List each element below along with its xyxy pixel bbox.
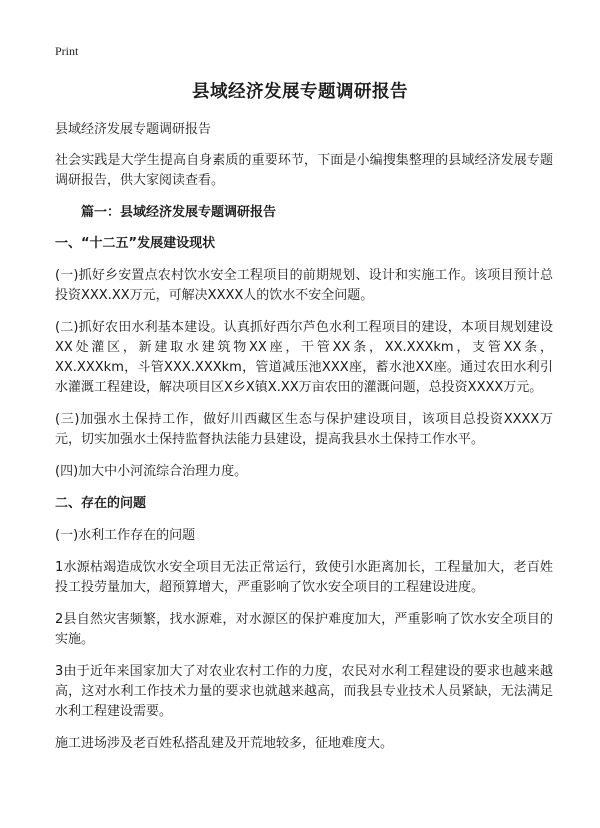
section-heading-problems: 二、存在的问题	[55, 496, 147, 511]
section-heading-status: 一、“十二五”发展建设现状	[55, 236, 216, 251]
document-title: 县域经济发展专题调研报告	[192, 82, 408, 102]
intro-paragraph: 社会实践是大学生提高自身素质的重要环节，下面是小编搜集整理的县域经济发展专题调研报告，供大家阅读查看。	[55, 153, 553, 188]
print-label: Print	[55, 44, 79, 58]
document-body	[55, 120, 553, 766]
document-subtitle: 县域经济发展专题调研报告	[55, 122, 212, 137]
subsection-heading: (一)水利工作存在的问题	[55, 528, 196, 543]
paragraph: (二)抓好农田水利基本建设。认真抓好西尔芦色水利工程项目的建设，本项目规划建设XX处灌区，新建取水建筑物XX座，干管XX条，XX.XXXkm，支管XX条，XX.XXXkm，斗管XXX.XXXkm，管道减压池XXX座，蓄水池XX座。通过农田水利引水灌溉工程建设，解决项目区X乡X镇X.XX万亩农田的灌溉问题，总投资XXXX万元。	[55, 320, 553, 395]
paragraph: 3由于近年来国家加大了对农业农村工作的力度，农民对水利工程建设的要求也越来越高，这对水利工作技术力量的要求也就越来越高，而我县专业技术人员紧缺，无法满足水利工程建设需要。	[55, 664, 553, 719]
paragraph: 2县自然灾害频繁，找水源难，对水源区的保护难度加大，严重影响了饮水安全项目的实施。	[55, 612, 553, 647]
paragraph: (四)加大中小河流综合治理力度。	[55, 464, 248, 479]
paragraph: (一)抓好乡安置点农村饮水安全工程项目的前期规划、设计和实施工作。该项目预计总投资XXX.XX万元，可解决XXXX人的饮水不安全问题。	[55, 268, 553, 303]
paragraph: 施工进场涉及老百姓私搭乱建及开荒地较多，征地难度大。	[55, 736, 394, 751]
paragraph: (三)加强水土保持工作，做好川西藏区生态与保护建设项目，该项目总投资XXXX万元，切实加强水土保持监督执法能力县建设，提高我县水土保持工作水平。	[55, 412, 553, 447]
paragraph: 1水源枯竭造成饮水安全项目无法正常运行，致使引水距离加长，工程量加大，老百姓投工投劳量加大，超预算增大，严重影响了饮水安全项目的工程建设进度。	[55, 560, 553, 595]
article-heading: 篇一：县域经济发展专题调研报告	[81, 205, 277, 220]
